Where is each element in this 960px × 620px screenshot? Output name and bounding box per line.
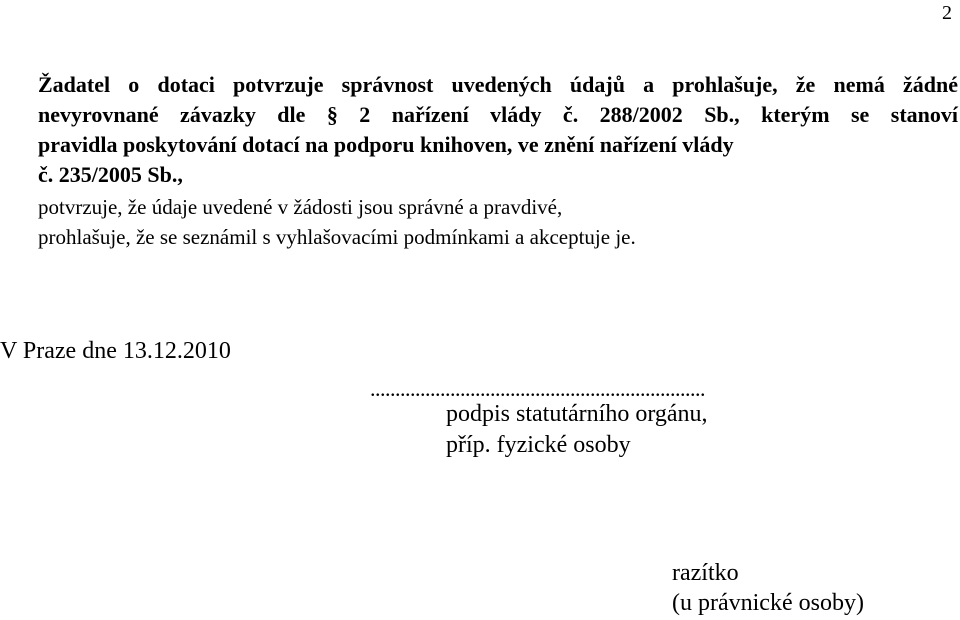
- place-and-date: V Praze dne 13.12.2010: [0, 338, 231, 364]
- signature-label: podpis statutárního orgánu,: [446, 401, 708, 427]
- declaration-paragraph: [38, 70, 958, 190]
- signature-line: ...................................................................: [370, 376, 705, 401]
- stamp-label: (u právnické osoby): [672, 590, 864, 616]
- signature-label: příp. fyzické osoby: [446, 432, 631, 458]
- declaration-line: pravidla poskytování dotací na podporu knihoven, ve znění nařízení vlády: [38, 132, 734, 157]
- confirmation-line: prohlašuje, že se seznámil s vyhlašovacími podmínkami a akceptuje je.: [38, 225, 636, 249]
- declaration-line: č. 235/2005 Sb.,: [38, 162, 183, 187]
- stamp-label: razítko: [672, 560, 739, 586]
- confirmation-line: potvrzuje, že údaje uvedené v žádosti jsou správné a pravdivé,: [38, 195, 563, 219]
- declaration-line: Žadatel o dotaci potvrzuje správnost uvedených údajů a prohlašuje, že nemá žádné: [38, 72, 958, 97]
- page-number: 2: [942, 2, 952, 24]
- declaration-line: nevyrovnané závazky dle § 2 nařízení vlády č. 288/2002 Sb., kterým se stanoví: [38, 102, 958, 127]
